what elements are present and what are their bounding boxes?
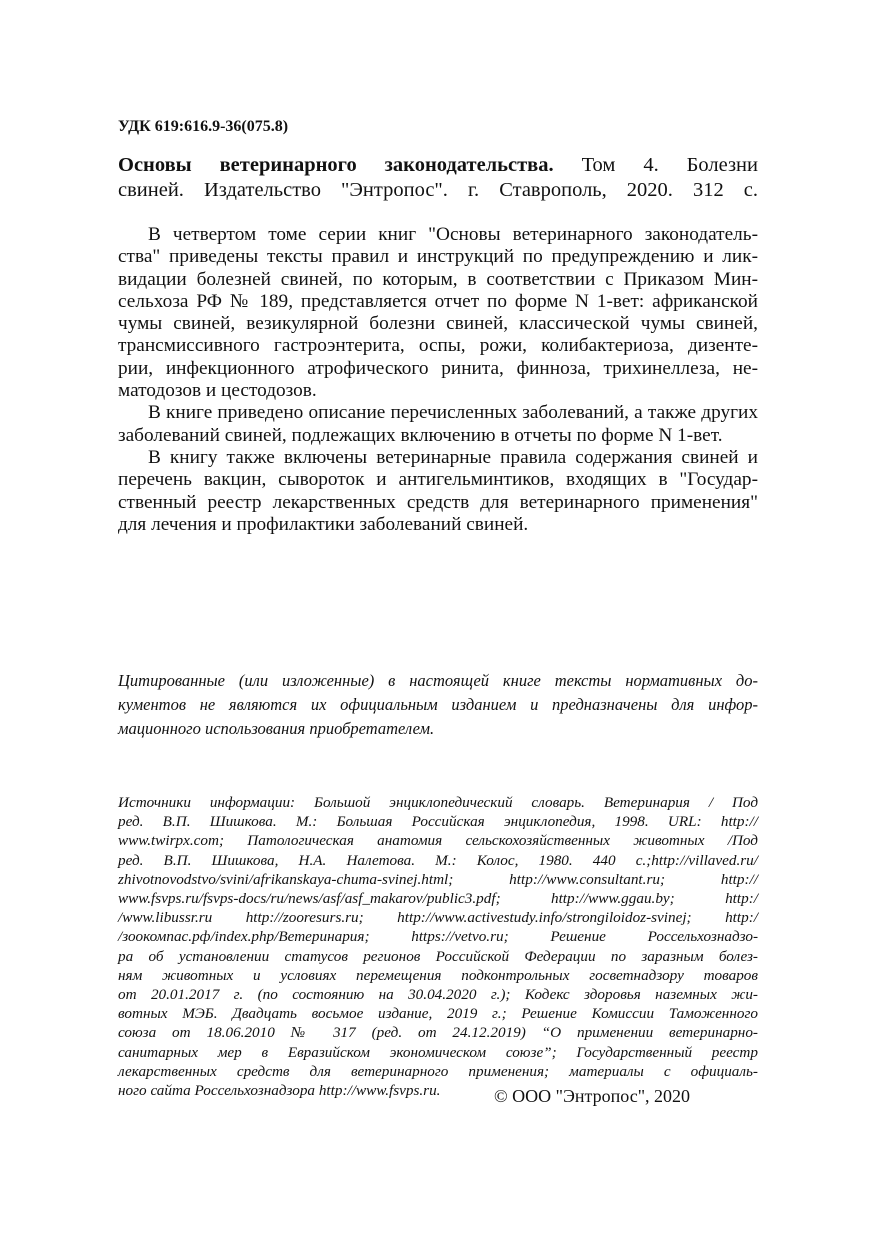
sources-line: ред. В.П. Шишкова, Н.А. Налетова. М.: Колос, 1980. 440 с.;http://villaved.ru/ [118, 851, 758, 869]
sources-line: ного сайта Россельхознадзора http://www.fsvps.ru. [118, 1082, 441, 1100]
abstract-line: В четвертом томе серии книг "Основы ветеринарного законодатель- [148, 224, 758, 245]
abstract-line: для лечения и профилактики заболеваний свиней. [118, 513, 529, 535]
sources-line: Источники информации: Большой энциклопедический словарь. Ветеринария / Под [118, 794, 758, 811]
abstract-line: видации болезней свиней, по которым, в соответствии с Приказом Мин- [118, 268, 758, 290]
title-bold: Основы ветеринарного законодательства. [118, 154, 554, 176]
sources-line: ред. В.П. Шишкова. М.: Большая Российская энциклопедия, 1998. URL: http:// [118, 813, 758, 831]
abstract [118, 224, 758, 536]
sources-line: /www.libussr.ru http://zooresurs.ru; http://www.activestudy.info/strongiloidoz-svinej; http:/ [118, 909, 758, 927]
sources-line: союза от 18.06.2010 № 317 (ред. от 24.12.2019) “О применении ветеринарно- [118, 1024, 758, 1042]
copyright: © ООО "Энтропос", 2020 [494, 1086, 691, 1106]
legal-notice [118, 669, 758, 741]
abstract-line: матодозов и цестодозов. [118, 380, 317, 402]
abstract-line: чумы свиней, везикулярной болезни свиней, классической чумы свиней, [118, 313, 758, 335]
book-title [118, 153, 758, 203]
sources-line: zhivotnovodstvo/svini/afrikanskaya-chuma-svinej.html; http://www.consultant.ru; http:// [118, 870, 758, 888]
sources-line: ра об установлении статусов регионов Российской Федерации по заразным болез- [118, 947, 758, 965]
notice-line: кументов не являются их официальным изданием и предназначены для инфор- [118, 695, 758, 714]
sources-line: лекарственных средств для ветеринарного применения; материалы с официаль- [118, 1062, 758, 1080]
abstract-line: перечень вакцин, сывороток и антигельминтиков, входящих в "Государ- [118, 469, 758, 491]
abstract-line: В книге приведено описание перечисленных заболеваний, а также других [148, 402, 758, 424]
sources-line: санитарных мер в Евразийском экономическом союзе”; Государственный реестр [118, 1043, 758, 1061]
sources-line: /зоокомпас.рф/index.php/Ветеринария; https://vetvo.ru; Решение Россельхознадзо- [118, 928, 758, 946]
udk-code: УДК 619:616.9-36(075.8) [118, 118, 289, 135]
abstract-line: рии, инфекционного атрофического ринита, финноза, трихинеллеза, не- [118, 357, 758, 379]
abstract-line: трансмиссивного гастроэнтерита, оспы, рожи, колибактериоза, дизенте- [118, 335, 758, 357]
sources-line: вотных МЭБ. Двадцать восьмое издание, 2019 г.; Решение Комиссии Таможенного [118, 1005, 758, 1023]
title-line2: свиней. Издательство "Энтропос". г. Ставрополь, 2020. 312 с. [118, 179, 758, 201]
notice-line: мационного использования приобретателем. [118, 719, 435, 738]
sources-line: от 20.01.2017 г. (по состоянию на 30.04.2020 г.); Кодекс здоровья наземных жи- [118, 986, 758, 1004]
title-rest: Том 4. Болезни [553, 154, 759, 176]
abstract-line: ства" приведены тексты правил и инструкций по предупреждению и лик- [118, 246, 758, 268]
abstract-line: ственный реестр лекарственных средств для ветеринарного применения" [118, 491, 758, 513]
notice-line: Цитированные (или изложенные) в настоящей книге тексты нормативных до- [118, 671, 758, 690]
sources-line: www.fsvps.ru/fsvps-docs/ru/news/asf/asf_makarov/public3.pdf; http://www.ggau.by; http:/ [118, 890, 758, 908]
sources [118, 793, 758, 1100]
abstract-line: В книгу также включены ветеринарные правила содержания свиней и [148, 446, 758, 468]
sources-line: www.twirpx.com; Патологическая анатомия сельскохозяйственных животных /Под [118, 832, 758, 850]
abstract-line: заболеваний свиней, подлежащих включению в отчеты по форме N 1-вет. [118, 424, 723, 446]
sources-line: ням животных и условиях перемещения подконтрольных госветнадзору товаров [118, 966, 758, 984]
abstract-line: сельхоза РФ № 189, представляется отчет по форме N 1-вет: африканской [118, 290, 758, 312]
